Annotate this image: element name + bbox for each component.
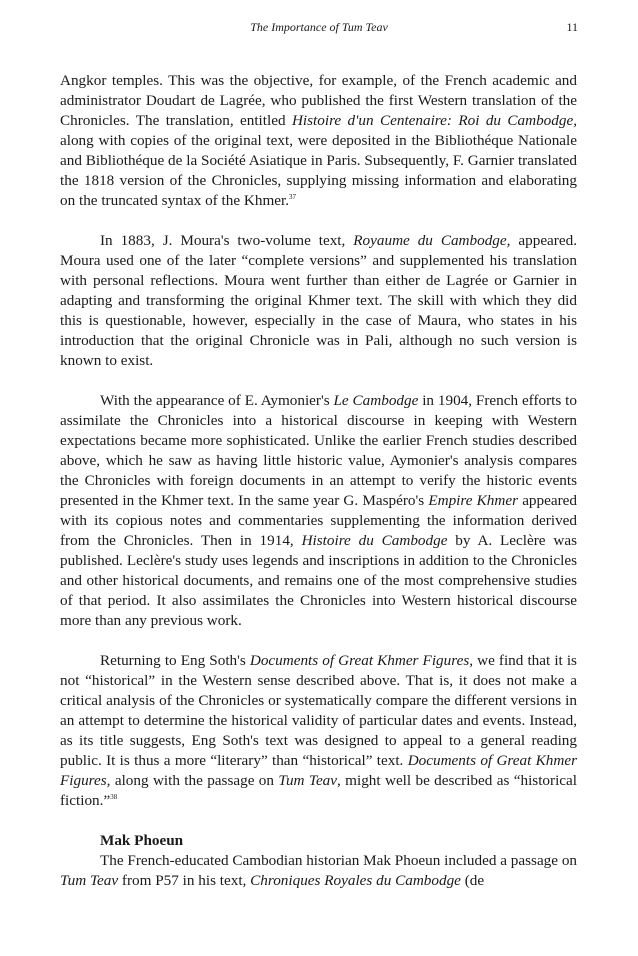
title-italic: Histoire d'un Centenaire: Roi du Cambodge,: [291, 112, 578, 129]
page-body: [60, 71, 577, 891]
paragraph-2: In 1883, J. Moura's two-volume text, Royaume du Cambodge, appeared. Moura used one of the later “complete versions” and supplemented his translation with personal reflections. Moura went further than either de Lagrée or Garnier in adapting and transforming the original Khmer text. The skill with which they did this is questionable, however, especially in the case of Maura, who states in his introduction that the original Chronicle was in Pali, although no such version is known to exist.: [60, 232, 577, 369]
title-italic: Histoire du Cambodge: [301, 532, 448, 549]
section-heading: Mak Phoeun: [100, 832, 184, 849]
footnote-ref: 37: [289, 193, 297, 201]
title-italic: Tum Teav: [278, 772, 338, 789]
title-italic: Le Cambodge: [333, 392, 419, 409]
paragraph-5: The French-educated Cambodian historian Mak Phoeun included a passage on Tum Teav from P57 in his text, Chroniques Royales du Cambodge (de: [60, 852, 578, 889]
paragraph-3: With the appearance of E. Aymonier's Le Cambodge in 1904, French efforts to assimilate the Chronicles into a historical discourse in keeping with Western expectations became more sophisticated. Unlike the earlier French studies described above, which he saw as having little historic value, Aymonier's analysis compares the Chronicles with foreign documents in an attempt to verify the historic events presented in the Khmer text. In the same year G. Maspéro's Empire Khmer appeared with its copious notes and commentaries supplementing the information derived from the Chronicles. Then in 1914, Histoire du Cambodge by A. Leclère was published. Leclère's study uses legends and inscriptions in addition to the Chronicles and other historical documents, and remains one of the most comprehensive studies of that period. It also assimilates the Chronicles into Western historical discourse more than any previous work.: [60, 392, 577, 629]
title-italic: Documents of Great Khmer Figures,: [60, 752, 578, 789]
title-italic: Royaume du Cambodge,: [353, 232, 511, 249]
running-head: The Importance of Tum Teav: [250, 20, 388, 34]
footnote-ref: 38: [110, 793, 118, 801]
page-header: [0, 20, 638, 40]
title-italic: Documents of Great Khmer Figures,: [249, 652, 474, 669]
title-italic: Empire Khmer: [428, 492, 519, 509]
title-italic: Chroniques Royales du Cambodge: [250, 872, 461, 889]
paragraph-4: Returning to Eng Soth's Documents of Great Khmer Figures, we find that it is not “historical” in the Western sense described above. That is, it does not make a critical analysis of the Chronicles or systematically compare the different versions in an attempt to determine the historical validity of particular dates and events. Instead, as its title suggests, Eng Soth's text was designed to appeal to a general reading public. It is thus a more “literary” than “historical” text. Documents of Great Khmer Figures, along with the passage on Tum Teav, might well be described as “historical fiction.”$^{38}$: [60, 652, 578, 809]
title-italic: Tum Teav: [60, 872, 119, 889]
page-number: 11: [566, 20, 578, 34]
paragraph-1: Angkor temples. This was the objective, for example, of the French academic and administrator Doudart de Lagrée, who published the first Western translation of the Chronicles. The translation, entitled Histoire d'un Centenaire: Roi du Cambodge, along with copies of the original text, were deposited in the Bibliothéque Nationale and Bibliothéque de la Société Asiatique in Paris. Subsequently, F. Garnier translated the 1818 version of the Chronicles, supplying missing information and elaborating on the truncated syntax of the Khmer.$^{37}$: [60, 72, 578, 209]
